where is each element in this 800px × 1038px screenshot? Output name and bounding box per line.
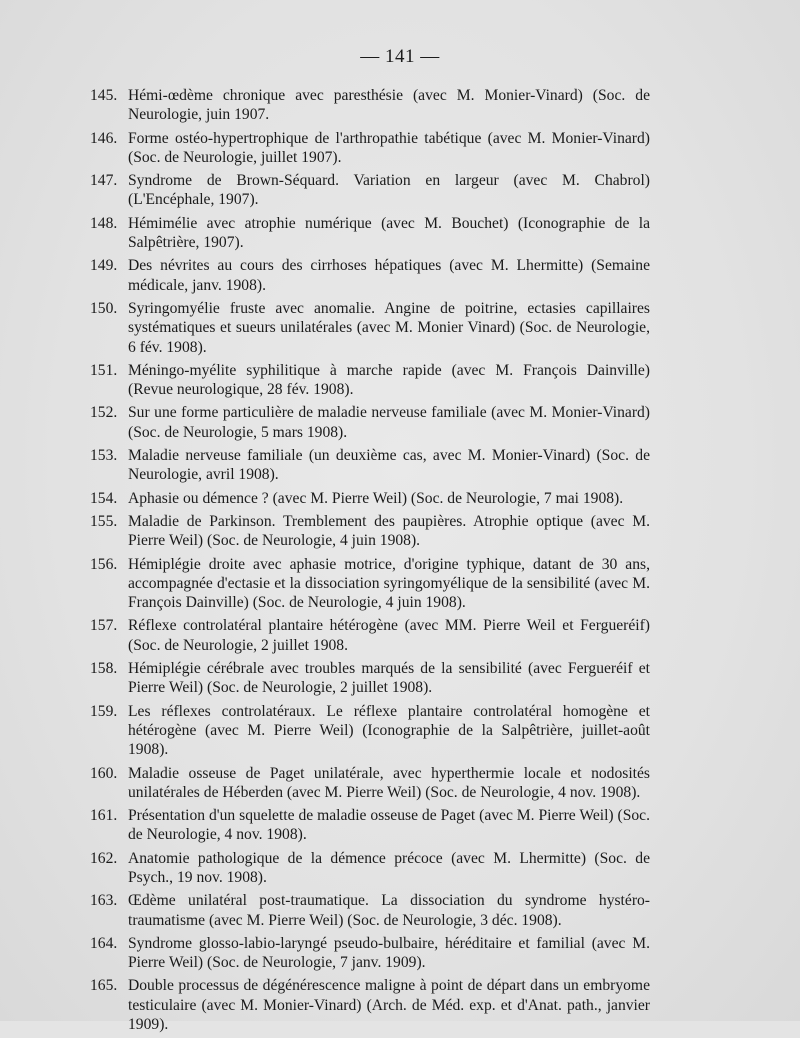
list-item xyxy=(90,489,650,508)
entry-text: Hémi-œdème chronique avec paresthésie (avec M. Monier-Vinard) (Soc. de Neurologie, juin 1907. xyxy=(128,87,650,124)
entry-text: Hémiplégie droite avec aphasie motrice, d'origine typhique, datant de 30 ans, accompagnée d'ectasie et la dissociation syringomyélique de la sensibilité (avec M. François Dainville) (Soc. de Neurologie, 4 juin 1908). xyxy=(128,555,650,612)
list-item xyxy=(90,361,650,400)
entry-text: Réflexe controlatéral plantaire hétérogène (avec MM. Pierre Weil et Fergueréif) (Soc. de Neurologie, 2 juillet 1908. xyxy=(128,617,650,654)
list-item xyxy=(90,299,650,357)
list-item xyxy=(90,616,650,655)
entry-text: Maladie osseuse de Paget unilatérale, avec hyperthermie locale et nodosités unilatérales de Héberden (avec M. Pierre Weil) (Soc. de Neurologie, 4 nov. 1908). xyxy=(128,764,650,801)
entry-number: 162. xyxy=(90,849,118,867)
entry-text: Forme ostéo-hypertrophique de l'arthropathie tabétique (avec M. Monier-Vinard) (Soc. de Neurologie, juillet 1907). xyxy=(128,129,650,166)
list-item xyxy=(90,86,650,125)
entry-text: Double processus de dégénérescence maligne à point de départ dans un embryome testiculaire (avec M. Monier-Vinard) (Arch. de Méd. exp. et d'Anat. path., janvier 1909). xyxy=(128,977,650,1034)
entry-number: 146. xyxy=(90,129,118,147)
entry-text: Œdème unilatéral post-traumatique. La dissociation du syndrome hystéro-traumatisme (avec M. Pierre Weil) (Soc. de Neurologie, 3 déc. 1908). xyxy=(128,892,650,929)
list-item xyxy=(90,934,650,973)
entry-number: 163. xyxy=(90,892,118,910)
entry-text: Syndrome glosso-labio-laryngé pseudo-bulbaire, héréditaire et familial (avec M. Pierre Weil) (Soc. de Neurologie, 7 janv. 1909). xyxy=(128,934,650,972)
entry-number: 147. xyxy=(90,172,118,190)
list-item xyxy=(90,849,650,888)
list-item xyxy=(90,891,650,930)
entry-number: 158. xyxy=(90,660,118,678)
list-item xyxy=(90,129,650,168)
list-item xyxy=(90,446,650,485)
entry-number: 159. xyxy=(90,702,118,720)
list-item xyxy=(90,256,650,295)
entry-number: 164. xyxy=(90,934,118,952)
entry-number: 165. xyxy=(90,977,118,995)
entry-text: Aphasie ou démence ? (avec M. Pierre Weil) (Soc. de Neurologie, 7 mai 1908). xyxy=(128,489,624,507)
entry-number: 154. xyxy=(90,489,118,507)
list-item xyxy=(90,214,650,253)
entry-text: Syringomyélie fruste avec anomalie. Angine de poitrine, ectasies capillaires systématiques et sueurs unilatérales (avec M. Monier Vinard) (Soc. de Neurologie, 6 fév. 1908). xyxy=(128,299,650,356)
entry-number: 151. xyxy=(90,361,118,379)
entry-text: Anatomie pathologique de la démence précoce (avec M. Lhermitte) (Soc. de Psych., 19 nov. 1908). xyxy=(128,849,650,886)
entry-number: 145. xyxy=(90,87,118,104)
entry-text: Hémiplégie cérébrale avec troubles marqués de la sensibilité (avec Fergueréif et Pierre Weil) (Soc. de Neurologie, 2 juillet 1908). xyxy=(128,660,650,697)
entry-text: Syndrome de Brown-Séquard. Variation en largeur (avec M. Chabrol) (L'Encéphale, 1907). xyxy=(128,172,650,209)
entry-text: Maladie de Parkinson. Tremblement des paupières. Atrophie optique (avec M. Pierre Weil) (Soc. de Neurologie, 4 juin 1908). xyxy=(128,512,650,550)
list-item xyxy=(90,702,650,760)
entry-text: Les réflexes controlatéraux. Le réflexe plantaire controlatéral homogène et hétérogène (avec M. Pierre Weil) (Iconographie de la Salpêtrière, juillet-août 1908). xyxy=(128,702,650,759)
list-item xyxy=(90,512,650,551)
entry-text: Maladie nerveuse familiale (un deuxième cas, avec M. Monier-Vinard) (Soc. de Neurologie, avril 1908). xyxy=(128,447,650,484)
list-item xyxy=(90,555,650,613)
entry-number: 153. xyxy=(90,447,118,465)
entry-number: 160. xyxy=(90,764,118,782)
entry-text: Présentation d'un squelette de maladie osseuse de Paget (avec M. Pierre Weil) (Soc. de Neurologie, 4 nov. 1908). xyxy=(128,807,650,844)
entry-text: Méningo-myélite syphilitique à marche rapide (avec M. François Dainville) (Revue neurologique, 28 fév. 1908). xyxy=(128,361,650,399)
page-number: — 141 — xyxy=(360,46,440,67)
entry-number: 150. xyxy=(90,299,118,317)
entry-number: 155. xyxy=(90,512,118,530)
list-item xyxy=(90,171,650,210)
entry-text: Des névrites au cours des cirrhoses hépatiques (avec M. Lhermitte) (Semaine médicale, janv. 1908). xyxy=(128,257,650,294)
list-item xyxy=(90,659,650,698)
entry-number: 161. xyxy=(90,807,118,825)
entry-number: 156. xyxy=(90,555,118,573)
bibliography-list xyxy=(90,86,650,1038)
list-item xyxy=(90,403,650,442)
entry-text: Sur une forme particulière de maladie nerveuse familiale (avec M. Monier-Vinard) (Soc. de Neurologie, 5 mars 1908). xyxy=(128,404,650,441)
entry-number: 152. xyxy=(90,404,118,422)
list-item xyxy=(90,764,650,803)
entry-number: 148. xyxy=(90,214,118,232)
entry-number: 157. xyxy=(90,617,118,635)
entry-number: 149. xyxy=(90,257,118,275)
entry-text: Hémimélie avec atrophie numérique (avec M. Bouchet) (Iconographie de la Salpêtrière, 1907). xyxy=(128,214,650,252)
list-item xyxy=(90,806,650,845)
list-item xyxy=(90,976,650,1034)
